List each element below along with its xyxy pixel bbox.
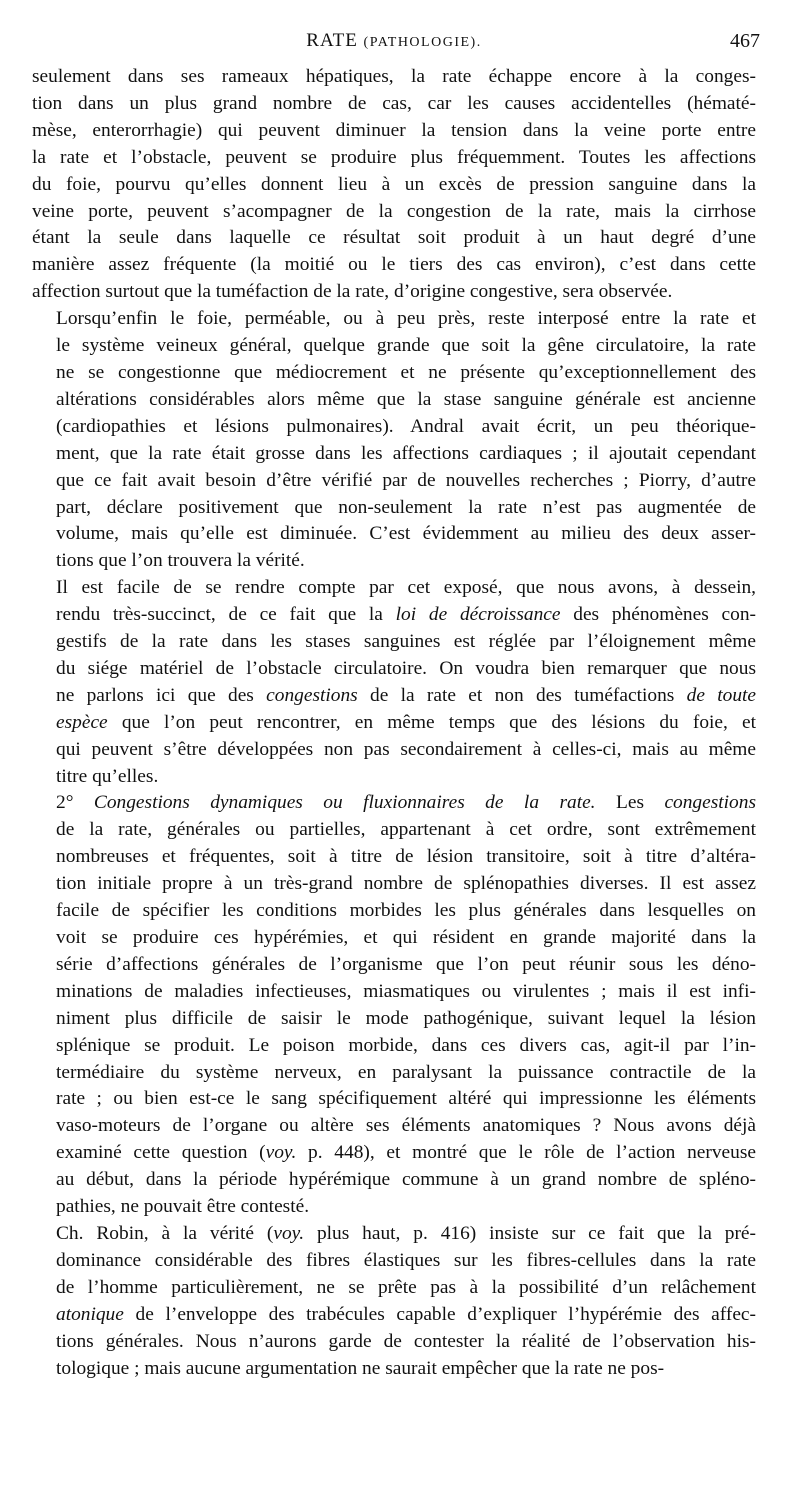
paragraph-4	[32, 790, 756, 1221]
text-line: le système veineux général, quelque grande que soit la gêne circulatoire, la rate	[56, 335, 756, 357]
text-line: tion initiale propre à un très-grand nombre de splénopathies diverses. Il est assez	[56, 873, 756, 895]
text-line: dominance considérable des fibres élastiques sur les fibres-cellules dans la rate	[56, 1249, 756, 1271]
text-line: série d’affections générales de l’organisme que l’on peut réunir sous les déno-	[56, 953, 756, 975]
paragraph-3	[32, 575, 756, 790]
text-line: veine porte, peuvent s’acompagner de la congestion de la rate, mais la cirrhose	[32, 200, 756, 222]
text-line: la rate et l’obstacle, peuvent se produire plus fréquemment. Toutes les affections	[32, 146, 756, 168]
text-line: facile de spécifier les conditions morbides les plus générales dans lesquelles on	[56, 900, 756, 922]
text-line: tion dans un plus grand nombre de cas, car les causes accidentelles (hématé-	[32, 92, 756, 114]
text-line: splénique se produit. Le poison morbide, dans ces divers cas, agit-il par l’in-	[56, 1034, 756, 1056]
text-line: (cardiopathies et lésions pulmonaires). Andral avait écrit, un peu théorique-	[56, 415, 756, 437]
text-line: tologique ; mais aucune argumentation ne saurait empêcher que la rate ne pos-	[56, 1357, 665, 1379]
body-text	[32, 64, 756, 1382]
text-line: tions que l’on trouvera la vérité.	[56, 550, 305, 572]
page-number: 467	[730, 30, 760, 52]
text-line: ne parlons ici que des congestions de la rate et non des tuméfactions de toute	[56, 684, 757, 706]
text-line: tions générales. Nous n’aurons garde de contester la réalité de l’observation his-	[56, 1330, 756, 1352]
paragraph-1	[32, 64, 756, 306]
text-line: de la rate, générales ou partielles, appartenant à cet ordre, sont extrêmement	[56, 819, 756, 841]
text-line: du siége matériel de l’obstacle circulatoire. On voudra bien remarquer que nous	[56, 657, 756, 679]
text-line: que ce fait avait besoin d’être vérifié par de nouvelles recherches ; Piorry, d’autre	[56, 469, 756, 491]
text-line: examiné cette question (voy. p. 448), et montré que le rôle de l’action nerveuse	[56, 1142, 756, 1164]
text-line: volume, mais qu’elle est diminuée. C’est évidemment au milieu des deux asser-	[56, 523, 756, 545]
running-title	[32, 30, 756, 52]
text-line: minations de maladies infectieuses, miasmatiques ou virulentes ; mais il est infi-	[56, 980, 756, 1002]
text-line: qui peuvent s’être développées non pas secondairement à celles-ci, mais au même	[56, 738, 756, 760]
text-line: 2° Congestions dynamiques ou fluxionnaires de la rate. Les congestions	[56, 792, 756, 814]
text-line: espèce que l’on peut rencontrer, en même temps que des lésions du foie, et	[56, 711, 756, 733]
text-line: titre qu’elles.	[56, 765, 159, 787]
text-line: niment plus difficile de saisir le mode pathogénique, suivant lequel la lésion	[56, 1007, 756, 1029]
text-line: du foie, pourvu qu’elles donnent lieu à un excès de pression sanguine dans la	[32, 173, 756, 195]
running-header	[32, 30, 760, 58]
text-line: Lorsqu’enfin le foie, perméable, ou à peu près, reste interposé entre la rate et	[56, 308, 756, 330]
text-line: rendu très-succinct, de ce fait que la loi de décroissance des phénomènes con-	[56, 604, 756, 626]
text-line: ne se congestionne que médiocrement et ne présente qu’exceptionnellement des	[56, 361, 756, 383]
text-line: étant la seule dans laquelle ce résultat soit produit à un haut degré d’une	[32, 227, 756, 249]
text-line: Il est facile de se rendre compte par cet exposé, que nous avons, à dessein,	[56, 577, 756, 599]
running-title-main: RATE	[306, 30, 358, 51]
text-line: vaso-moteurs de l’organe ou altère ses éléments anatomiques ? Nous avons déjà	[56, 1115, 756, 1137]
text-line: manière assez fréquente (la moitié ou le tiers des cas environ), c’est dans cette	[32, 254, 756, 276]
text-line: mèse, enterorrhagie) qui peuvent diminuer la tension dans la veine porte entre	[32, 119, 756, 141]
text-line: ment, que la rate était grosse dans les affections cardiaques ; il ajoutait cependant	[56, 442, 756, 464]
text-line: voit se produire ces hypérémies, et qui résident en grande majorité dans la	[56, 927, 756, 948]
text-line: seulement dans ses rameaux hépatiques, la rate échappe encore à la conges-	[32, 66, 756, 87]
text-line: pathies, ne pouvait être contesté.	[56, 1196, 310, 1218]
text-line: gestifs de la rate dans les stases sanguines est réglée par l’éloignement même	[56, 631, 756, 653]
text-line: au début, dans la période hypérémique commune à un grand nombre de spléno-	[56, 1169, 756, 1191]
text-line: Ch. Robin, à la vérité (voy. plus haut, p. 416) insiste sur ce fait que la pré-	[56, 1222, 756, 1244]
paragraph-5	[32, 1221, 756, 1382]
running-title-sub: (PATHOLOGIE).	[363, 35, 482, 50]
text-line: altérations considérables alors même que la stase sanguine générale est ancienne	[56, 388, 756, 410]
text-line: de l’homme particulièrement, ne se prête pas à la possibilité d’un relâchement	[56, 1276, 756, 1298]
text-line: atonique de l’enveloppe des trabécules capable d’expliquer l’hypérémie des affec-	[56, 1303, 756, 1325]
text-line: nombreuses et fréquentes, soit à titre de lésion transitoire, soit à titre d’altéra-	[56, 846, 756, 868]
text-line: rate ; ou bien est-ce le sang spécifiquement altéré qui impressionne les éléments	[56, 1088, 756, 1110]
paragraph-2	[32, 306, 756, 575]
text-line: affection surtout que la tuméfaction de la rate, d’origine congestive, sera observée.	[32, 281, 673, 303]
text-line: termédiaire du système nerveux, en paralysant la puissance contractile de la	[56, 1061, 756, 1083]
text-line: part, déclare positivement que non-seulement la rate n’est pas augmentée de	[56, 496, 756, 518]
